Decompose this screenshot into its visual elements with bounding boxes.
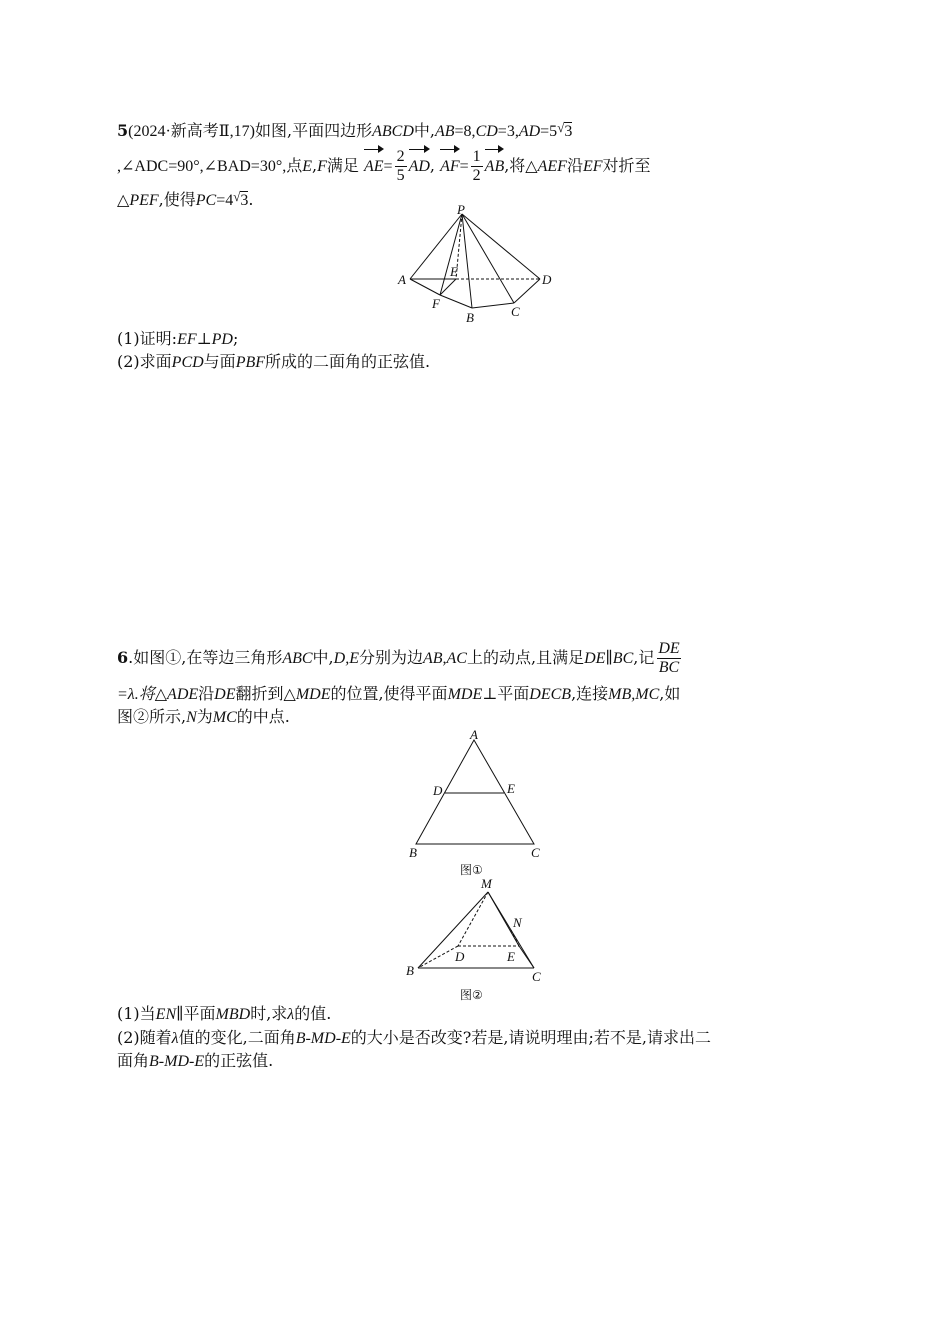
q6-text: (2)随着 bbox=[117, 1028, 172, 1047]
q6-text: 分别为边 bbox=[358, 648, 423, 667]
q6-text: ,记 bbox=[633, 648, 655, 667]
q6-text: ⊥平面 bbox=[482, 684, 530, 703]
q5-text: =5 bbox=[540, 123, 558, 140]
q5-sub1 bbox=[117, 328, 238, 351]
q6-text: 中, bbox=[312, 648, 334, 667]
q6-text: 的值. bbox=[294, 1004, 332, 1023]
label-c: C bbox=[531, 845, 540, 860]
label-b: B bbox=[409, 845, 417, 860]
q6-figure-2 bbox=[400, 872, 560, 1006]
frac-den: BC bbox=[658, 659, 680, 676]
q6-line-1 bbox=[117, 636, 684, 681]
radical-sign: √ bbox=[233, 189, 241, 204]
q6-text: 上的动点,且满足 bbox=[466, 648, 585, 667]
q5-var: AEF bbox=[537, 158, 567, 175]
q6-var: MC bbox=[212, 709, 237, 726]
q6-var: MB,MC bbox=[608, 686, 660, 703]
q6-var: AB,AC bbox=[422, 650, 467, 667]
edge-fb bbox=[440, 295, 472, 308]
vector-ab: AB bbox=[485, 149, 505, 185]
q6-sub2 bbox=[117, 1027, 711, 1050]
q5-var: F bbox=[317, 158, 327, 175]
q6-var: DE bbox=[214, 686, 236, 703]
vector-ae: AE bbox=[364, 149, 384, 185]
q6-text: 沿 bbox=[198, 684, 215, 703]
q5-text: 对折至 bbox=[602, 156, 651, 175]
q5-text: 与面 bbox=[203, 352, 236, 371]
q5-var: E bbox=[302, 158, 313, 175]
label-d: D bbox=[433, 783, 443, 798]
q5-source: (2024·新高考Ⅱ,17) bbox=[128, 123, 256, 140]
q6-sub2-cont bbox=[117, 1050, 273, 1073]
q5-var: PEF bbox=[129, 192, 159, 209]
label-c: C bbox=[532, 969, 541, 984]
q6-text: 翻折到△ bbox=[235, 684, 296, 703]
q5-text: =4 bbox=[216, 192, 234, 209]
q5-number: 5 bbox=[117, 121, 129, 140]
q5-sub2 bbox=[117, 351, 430, 374]
q6-sub1 bbox=[117, 1003, 331, 1026]
q6-text: 图②所示, bbox=[117, 707, 187, 726]
q5-figure bbox=[390, 200, 560, 330]
q5-var: ABCD bbox=[372, 123, 414, 140]
q6-line-3 bbox=[117, 706, 290, 729]
q5-var: EF⊥PD bbox=[177, 331, 233, 348]
q5-var: AB bbox=[434, 123, 455, 140]
q6-text: 的位置,使得平面 bbox=[330, 684, 448, 703]
q6-var: N bbox=[186, 709, 197, 726]
q5-text: (1)证明: bbox=[117, 329, 178, 348]
q5-text: ,使得 bbox=[158, 190, 196, 209]
edge-db-hidden bbox=[418, 946, 458, 968]
q6-number: 6 bbox=[117, 648, 129, 667]
edge-cd bbox=[514, 279, 540, 303]
q5-var: CD bbox=[475, 123, 498, 140]
q5-line-2 bbox=[117, 148, 651, 185]
frac-den: 2 bbox=[472, 167, 481, 184]
q5-text: 满足 bbox=[326, 156, 359, 175]
label-a: A bbox=[470, 727, 478, 742]
edge-af bbox=[410, 279, 440, 295]
q6-text: ∥平面 bbox=[176, 1004, 216, 1023]
fraction-2-5 bbox=[395, 148, 407, 185]
q5-text: ; bbox=[232, 329, 239, 348]
label-d: D bbox=[542, 272, 552, 287]
q6-text: ,如 bbox=[659, 684, 681, 703]
q6-text: 面角 bbox=[117, 1051, 150, 1070]
q6-var: MDE bbox=[447, 686, 483, 703]
edge-en-hidden bbox=[511, 930, 519, 946]
q5-text: , bbox=[312, 156, 318, 175]
q5-var: PCD bbox=[171, 354, 204, 371]
q5-text: 中, bbox=[413, 121, 435, 140]
q6-var: λ bbox=[171, 1030, 179, 1047]
edge-mb bbox=[418, 892, 488, 968]
label-e: E bbox=[507, 949, 515, 964]
label-b: B bbox=[466, 310, 474, 325]
frac-num: 2 bbox=[396, 148, 405, 165]
q6-text: ,连接 bbox=[571, 684, 609, 703]
q6-var: MBD bbox=[215, 1006, 251, 1023]
fig2-caption: 图② bbox=[460, 988, 483, 1002]
q5-text: = bbox=[383, 158, 393, 175]
q6-text: 为 bbox=[196, 707, 213, 726]
fraction-de-bc bbox=[656, 640, 681, 677]
q6-text: 时,求 bbox=[250, 1004, 288, 1023]
frac-num: 1 bbox=[472, 148, 481, 165]
label-d: D bbox=[455, 949, 465, 964]
q6-line-2 bbox=[117, 683, 680, 706]
q6-text: 的正弦值. bbox=[204, 1051, 274, 1070]
q5-var: PBF bbox=[235, 354, 266, 371]
q5-text: 如图,平面四边形 bbox=[255, 121, 373, 140]
q5-var: PC bbox=[195, 192, 217, 209]
q5-var: EF bbox=[582, 158, 603, 175]
label-m: M bbox=[481, 876, 492, 891]
q6-var: B-MD-E bbox=[149, 1053, 205, 1070]
q5-radicand: 3 bbox=[564, 123, 573, 140]
q6-var: B-MD-E bbox=[295, 1030, 351, 1047]
q5-text: =8, bbox=[454, 123, 476, 140]
q5-line-3 bbox=[117, 186, 253, 212]
q6-var: DE∥BC bbox=[584, 650, 634, 667]
label-f: F bbox=[432, 296, 440, 311]
vector-af: AF bbox=[440, 149, 460, 185]
q5-text: (2)求面 bbox=[117, 352, 172, 371]
q6-figure-1 bbox=[400, 724, 560, 876]
q6-var: EN bbox=[155, 1006, 177, 1023]
edge-bc bbox=[472, 303, 514, 308]
q6-var: DECB bbox=[529, 686, 572, 703]
label-p: P bbox=[457, 202, 465, 217]
vector-ad: AD bbox=[409, 149, 430, 185]
q5-text: ,∠ADC=90°,∠BAD=30°,点 bbox=[117, 158, 303, 175]
q5-text: . bbox=[248, 190, 254, 209]
q6-var: λ bbox=[287, 1006, 295, 1023]
label-n: N bbox=[513, 915, 522, 930]
frac-num: DE bbox=[658, 640, 680, 657]
q5-text: ,将△ bbox=[504, 156, 538, 175]
q5-text: , bbox=[429, 156, 435, 175]
q6-text: 的中点. bbox=[236, 707, 290, 726]
q6-text: .如图①,在等边三角形 bbox=[128, 648, 283, 667]
radical-sign: √ bbox=[557, 120, 565, 135]
q5-text: = bbox=[459, 158, 469, 175]
q6-var: MDE bbox=[295, 686, 331, 703]
q6-var: ABC bbox=[282, 650, 313, 667]
q5-radicand: 3 bbox=[240, 192, 249, 209]
edge-ec bbox=[519, 946, 534, 968]
q6-var: D,E bbox=[333, 650, 359, 667]
q6-text: 的大小是否改变?若是,请说明理由;若不是,请求出二 bbox=[350, 1028, 711, 1047]
q6-text: =λ.将△ bbox=[117, 686, 168, 703]
edge-pd bbox=[462, 214, 540, 279]
q5-line-1 bbox=[117, 117, 572, 143]
q5-text: =3, bbox=[497, 123, 519, 140]
q5-text: 所成的二面角的正弦值. bbox=[265, 352, 431, 371]
q5-var: AD bbox=[518, 123, 541, 140]
fraction-1-2 bbox=[471, 148, 483, 185]
label-c: C bbox=[511, 304, 520, 319]
label-e: E bbox=[450, 264, 458, 279]
q5-text: △ bbox=[117, 190, 130, 209]
q6-var: ADE bbox=[167, 686, 199, 703]
frac-den: 5 bbox=[396, 167, 405, 184]
label-e: E bbox=[507, 781, 515, 796]
q6-text: (1)当 bbox=[117, 1004, 156, 1023]
q5-text: 沿 bbox=[566, 156, 583, 175]
label-a: A bbox=[398, 272, 406, 287]
label-b: B bbox=[406, 963, 414, 978]
fig1-caption: 图① bbox=[460, 863, 483, 876]
q6-text: 值的变化,二面角 bbox=[178, 1028, 296, 1047]
